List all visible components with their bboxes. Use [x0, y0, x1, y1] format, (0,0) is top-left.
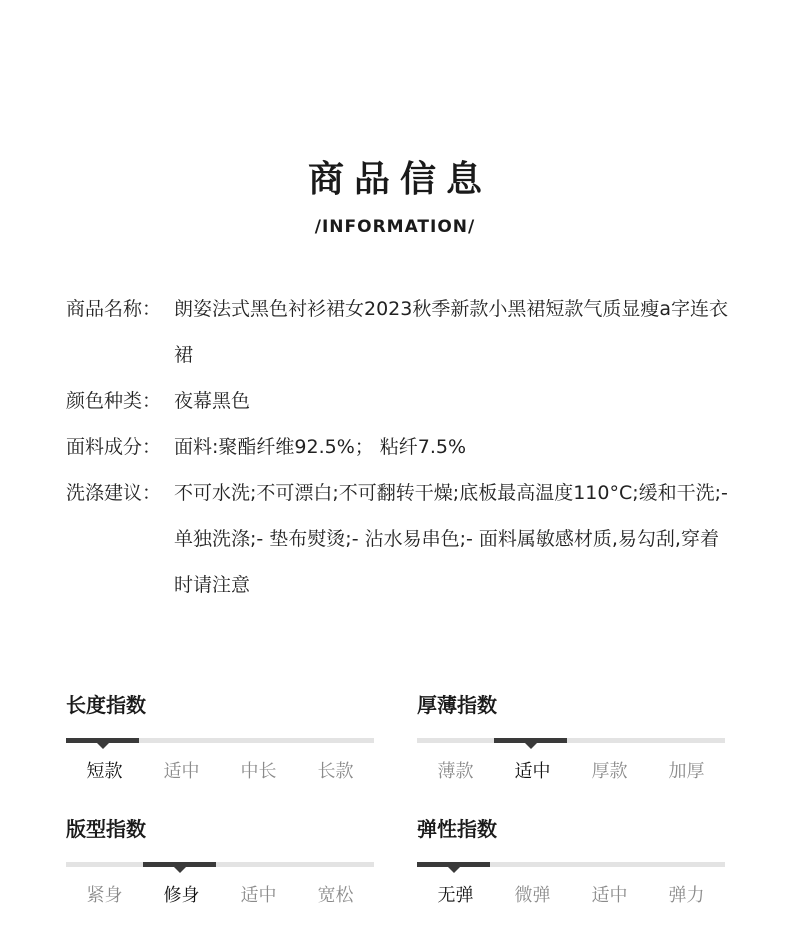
- index-options: [66, 760, 374, 784]
- index-option: 弹力: [668, 885, 705, 906]
- info-value: 朗姿法式黑色衬衫裙女2023秋季新款小黑裙短款气质显瘦a字连衣裙: [174, 298, 728, 366]
- index-option: 短款: [86, 761, 123, 782]
- info-row-care: [66, 470, 736, 608]
- info-row-color: [66, 378, 736, 424]
- index-options: [66, 884, 374, 908]
- index-title: 厚薄指数: [417, 693, 497, 717]
- index-option: 适中: [591, 885, 628, 906]
- index-thickness: [417, 690, 725, 782]
- info-value: 不可水洗;不可漂白;不可翻转干燥;底板最高温度110°C;缓和干洗;- 单独洗涤;- 垫布熨烫;- 沾水易串色;- 面料属敏感材质,易勾刮,穿着时请注意: [174, 482, 728, 596]
- index-option: 适中: [514, 761, 551, 782]
- index-track: [66, 862, 374, 867]
- info-header: [0, 155, 790, 239]
- page-subtitle: /INFORMATION/: [314, 217, 476, 237]
- index-options: [417, 760, 725, 784]
- index-option: 薄款: [437, 761, 474, 782]
- index-length: [66, 690, 374, 782]
- product-info-list: [66, 286, 736, 608]
- index-option: 中长: [240, 761, 277, 782]
- info-label: 商品名称：: [66, 298, 162, 320]
- index-option: 修身: [163, 885, 200, 906]
- index-option: 微弹: [514, 885, 551, 906]
- index-track: [417, 862, 725, 867]
- index-option: 宽松: [317, 885, 354, 906]
- index-title: 长度指数: [66, 693, 146, 717]
- index-indicator: [143, 862, 216, 867]
- index-title: 版型指数: [66, 817, 146, 841]
- info-label: 面料成分：: [66, 436, 162, 458]
- index-option: 适中: [163, 761, 200, 782]
- info-value: 夜幕黑色: [174, 390, 251, 412]
- index-options: [417, 884, 725, 908]
- index-track: [417, 738, 725, 743]
- index-track: [66, 738, 374, 743]
- index-title: 弹性指数: [417, 817, 497, 841]
- index-option: 紧身: [86, 885, 123, 906]
- index-fit: [66, 814, 374, 906]
- index-indicator: [494, 738, 567, 743]
- info-label: 洗涤建议：: [66, 482, 162, 504]
- index-option: 适中: [240, 885, 277, 906]
- index-indicator: [417, 862, 490, 867]
- index-option: 加厚: [668, 761, 705, 782]
- info-value: 面料:聚酯纤维92.5%； 粘纤7.5%: [174, 436, 467, 458]
- index-indicator: [66, 738, 139, 743]
- index-elasticity: [417, 814, 725, 906]
- page-title: 商品信息: [307, 159, 492, 200]
- index-option: 厚款: [591, 761, 628, 782]
- info-row-name: [66, 286, 736, 378]
- index-option: 无弹: [437, 885, 474, 906]
- info-row-fabric: [66, 424, 736, 470]
- index-option: 长款: [317, 761, 354, 782]
- info-label: 颜色种类：: [66, 390, 162, 412]
